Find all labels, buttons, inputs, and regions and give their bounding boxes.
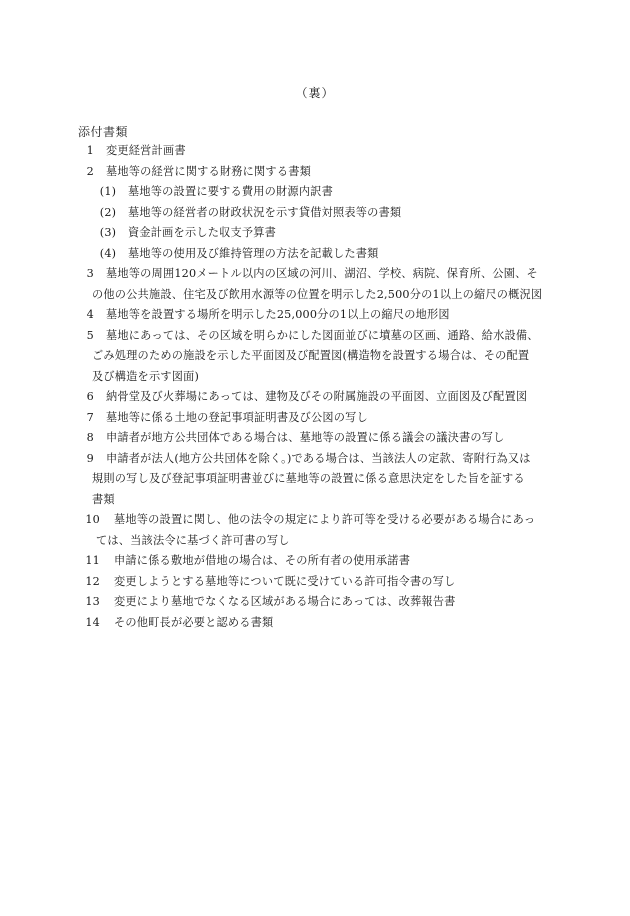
- list-item-number: (2): [99, 205, 117, 219]
- list-item: [0, 592, 630, 613]
- list-item-continuation: [0, 490, 630, 511]
- list-item: [0, 182, 630, 203]
- list-item-text: ては、当該法令に基づく許可書の写し: [96, 533, 290, 547]
- list-item-text: 変更経営計画書: [106, 144, 186, 157]
- list-item-text: 変更しようとする墓地等について既に受けている許可指令書の写し: [114, 574, 456, 588]
- list-item: [0, 449, 630, 470]
- list-item-number: 4: [86, 308, 94, 321]
- list-item-text: 書類: [92, 492, 115, 506]
- list-item-text: 申請者が法人(地方公共団体を除く。)である場合は、当該法人の定款、寄附行為又は: [106, 451, 531, 465]
- list-item-number: 1: [86, 144, 94, 157]
- list-item-continuation: [0, 531, 630, 552]
- list-item: [0, 264, 630, 285]
- list-item: [0, 428, 630, 449]
- list-item-text: 墓地等の周囲120メートル以内の区域の河川、湖沼、学校、病院、保育所、公園、そ: [106, 267, 538, 280]
- list-item-number: 6: [86, 390, 94, 403]
- list-item: [0, 203, 630, 224]
- list-item-text: 墓地等の設置に要する費用の財源内訳書: [128, 185, 333, 198]
- list-item-text: 変更により墓地でなくなる区域がある場合にあっては、改葬報告書: [114, 595, 456, 608]
- list-item-text: 墓地等に係る土地の登記事項証明書及び公図の写し: [106, 410, 368, 424]
- list-item-text: 墓地等の設置に関し、他の法令の規定により許可等を受ける必要がある場合にあっ: [114, 513, 536, 526]
- list-item-number: 9: [86, 451, 94, 465]
- list-item-continuation: [0, 346, 630, 367]
- list-item-continuation: [0, 367, 630, 388]
- list-item-text: その他町長が必要と認める書類: [114, 615, 274, 629]
- list-item-number: 13: [85, 595, 100, 608]
- list-item-text: ごみ処理のための施設を示した平面図及び配置図(構造物を設置する場合は、その配置: [92, 349, 530, 362]
- list-item-number: 14: [85, 615, 100, 629]
- list-item-text: 墓地にあっては、その区域を明らかにした図面並びに墳墓の区画、通路、給水設備、: [106, 328, 539, 342]
- list-item: [0, 223, 630, 244]
- list-item-continuation: [0, 469, 630, 490]
- list-item-text: 規則の写し及び登記事項証明書並びに墓地等の設置に係る意思決定をした旨を証する: [92, 472, 525, 485]
- list-item: [0, 613, 630, 634]
- list-item-text: 墓地等の使用及び維持管理の方法を記載した書類: [128, 246, 379, 260]
- page-heading: （裏）: [295, 86, 335, 100]
- list-item-text: 申請者が地方公共団体である場合は、墓地等の設置に係る議会の議決書の写し: [106, 431, 505, 444]
- section-title: 添付書類: [78, 125, 129, 139]
- list-item: [0, 387, 630, 408]
- list-item-text: 納骨堂及び火葬場にあっては、建物及びその附属施設の平面図、立面図及び配置図: [106, 390, 528, 403]
- list-item: [0, 510, 630, 531]
- list-item-number: (3): [99, 226, 117, 239]
- list-item: [0, 141, 630, 162]
- list-item: [0, 162, 630, 183]
- list-item: [0, 305, 630, 326]
- list-item: [0, 572, 630, 593]
- list-item-number: 10: [85, 513, 100, 526]
- list-item-text: 及び構造を示す図面): [92, 369, 200, 383]
- list-item: [0, 244, 630, 265]
- list-item-text: 墓地等の経営者の財政状況を示す貸借対照表等の書類: [128, 205, 402, 219]
- list-item: [0, 408, 630, 429]
- list-item-number: 11: [85, 554, 100, 567]
- list-item-number: 3: [86, 267, 94, 280]
- list-item-text: 申請に係る敷地が借地の場合は、その所有者の使用承諾書: [114, 554, 411, 567]
- list-item: [0, 326, 630, 347]
- list-item-number: (4): [99, 246, 117, 260]
- list-item-number: 5: [86, 328, 94, 342]
- list-item: [0, 551, 630, 572]
- list-item-text: の他の公共施設、住宅及び飲用水源等の位置を明示した2,500分の1以上の縮尺の概況図: [92, 287, 543, 301]
- list-item-text: 墓地等の経営に関する財務に関する書類: [106, 164, 311, 178]
- list-item-text: 資金計画を示した収支予算書: [128, 226, 277, 239]
- list-item-number: (1): [99, 185, 117, 198]
- list-item-text: 墓地等を設置する場所を明示した25,000分の1以上の縮尺の地形図: [106, 308, 450, 321]
- attachment-list: [0, 141, 630, 633]
- list-item-number: 2: [86, 164, 94, 178]
- list-item-continuation: [0, 285, 630, 306]
- list-item-number: 8: [86, 431, 94, 444]
- list-item-number: 12: [85, 574, 100, 588]
- list-item-number: 7: [86, 410, 94, 424]
